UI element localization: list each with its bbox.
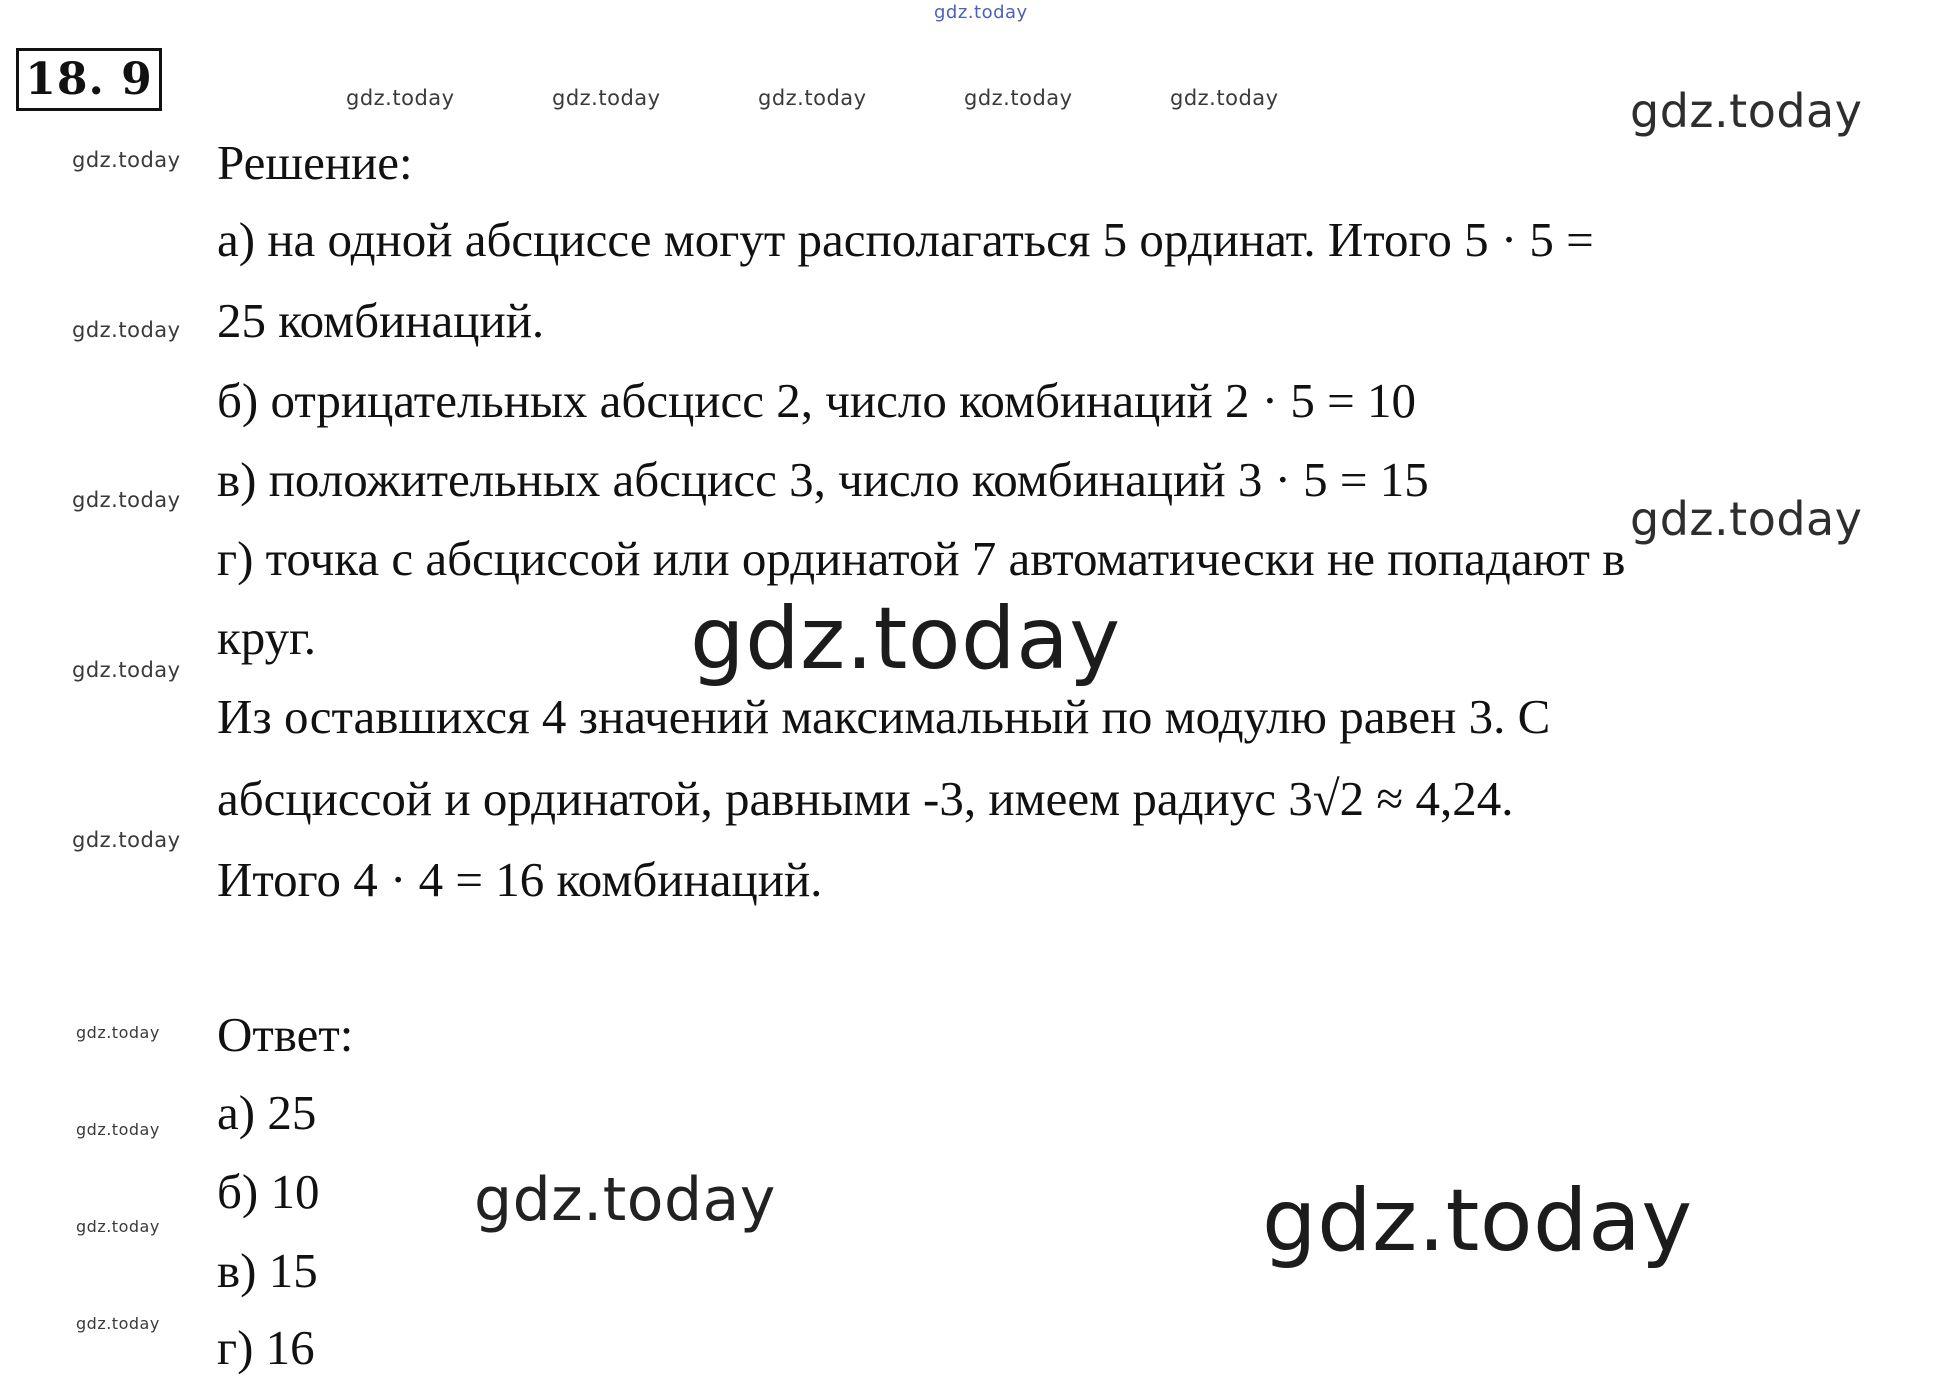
solution-line-g2: круг. — [217, 610, 316, 665]
solution-line-g5: Итого 4 · 4 = 16 комбинаций. — [217, 852, 823, 907]
watermark: gdz.today — [552, 86, 661, 110]
answer-b: б) 10 — [217, 1164, 320, 1219]
watermark: gdz.today — [72, 148, 181, 172]
watermark: gdz.today — [1630, 492, 1863, 546]
watermark: gdz.today — [964, 86, 1073, 110]
solution-line-g4: абсциссой и ординатой, равными -3, имеем радиус 3√2 ≈ 4,24. — [217, 771, 1514, 826]
problem-number: 18. 9 — [16, 48, 162, 111]
watermark: gdz.today — [1262, 1171, 1693, 1271]
answer-g: г) 16 — [217, 1320, 315, 1375]
solution-line-b: б) отрицательных абсцисс 2, число комбинаций 2 · 5 = 10 — [217, 373, 1416, 428]
watermark: gdz.today — [72, 658, 181, 682]
solution-line-a2: 25 комбинаций. — [217, 293, 545, 348]
watermark: gdz.today — [72, 828, 181, 852]
solution-line-g1: г) точка с абсциссой или ординатой 7 автоматически не попадают в — [217, 531, 1626, 586]
watermark: gdz.today — [690, 589, 1121, 689]
watermark: gdz.today — [1630, 84, 1863, 138]
answer-a: а) 25 — [217, 1085, 317, 1140]
watermark: gdz.today — [76, 1023, 160, 1042]
watermark: gdz.today — [76, 1217, 160, 1236]
solution-heading: Решение: — [217, 135, 413, 190]
watermark: gdz.today — [76, 1120, 160, 1139]
watermark: gdz.today — [474, 1165, 776, 1235]
watermark: gdz.today — [76, 1314, 160, 1333]
watermark: gdz.today — [1170, 86, 1279, 110]
watermark: gdz.today — [758, 86, 867, 110]
watermark: gdz.today — [72, 488, 181, 512]
solution-line-g3: Из оставшихся 4 значений максимальный по модулю равен 3. С — [217, 689, 1551, 744]
answer-heading: Ответ: — [217, 1007, 354, 1062]
solution-line-v: в) положительных абсцисс 3, число комбинаций 3 · 5 = 15 — [217, 452, 1429, 507]
watermark: gdz.today — [72, 318, 181, 342]
watermark-top: gdz.today — [934, 2, 1028, 23]
watermark: gdz.today — [346, 86, 455, 110]
solution-line-a1: а) на одной абсциссе могут располагаться 5 ординат. Итого 5 · 5 = — [217, 212, 1594, 267]
answer-v: в) 15 — [217, 1243, 318, 1298]
